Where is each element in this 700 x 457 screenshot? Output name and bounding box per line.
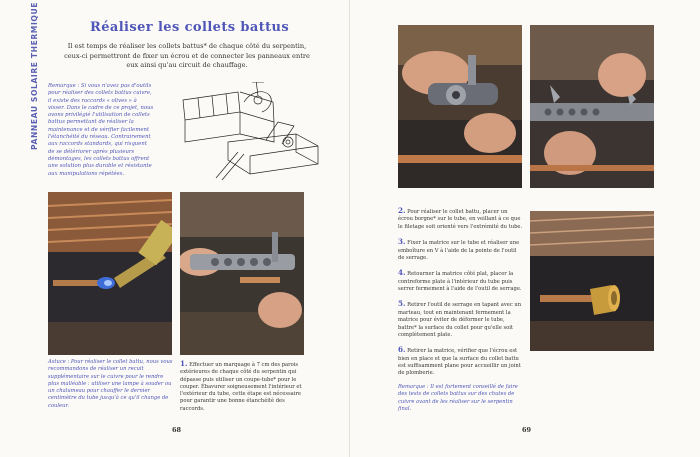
step-1-text: Effectuer un marquage à 7 cm des parois extérieures de chaque côté du serpentin qui dépasse puis utiliser un coupe-tube* pour le couper. Ébavurer soigneusement l'intérieur et l'extérieur du tube, cette étape est nécessaire pour garantir une bonne étanchéité des raccords. (180, 362, 302, 412)
step-3: 3. Fixer la matrice sur le tube et réaliser une emboîture en V à l'aide de la pointe de l'outil de serrage. (398, 237, 520, 261)
photo-torch-heating-tube (48, 192, 172, 355)
page-number-left: 68 (172, 426, 182, 434)
step-6: 6. Retirer la matrice, vérifier que l'écrou est bien en place et que la surface du collet battu est suffisamment plane pour accueillir un joint de plomberie. (398, 345, 521, 377)
photo-tool-tightening (530, 25, 654, 188)
remark-note: Remarque : Si vous n'avez pas d'outils pour réaliser des collets battus cuivre, il existe des raccords « olives » à visser. Dans le cadre de ce projet, nous avons privilégié l'utilisation de collets battus permettant de réaliser la maintenance et de vérifier facilement l'étanchéité du réseau. Contrairement aux raccords standards, qui risquent de se détériorer après plusieurs démontages, les collets battus offrent une solution plus durable et résistante aux manipulations répétées. (48, 83, 154, 177)
flaring-tool-sketch (178, 82, 326, 182)
step-5: 5. Retirer l'outil de serrage en tapant avec un marteau, tout en maintenant fermement la matrice pour éviter de déformer le tube, battre* la surface du collet pour qu'elle soit complètement plate. (398, 299, 522, 338)
remark-final: Remarque : Il est fortement conseillé de faire des tests de collets battus sur des chutes de cuivre avant de les réaliser sur le serpentin final. (398, 383, 518, 412)
caption-tip: Astuce : Pour réaliser le collet battu, nous vous recommandons de réaliser un recuit supplémentaire sur le cuivre pour le rendre plus malléable : utiliser une lampe à souder ou un chalumeau pour chauffer le dernier centimètre du tube jusqu'à ce qu'il change de couleur. (48, 359, 173, 409)
step-1-number: 1. (180, 359, 188, 368)
left-page (0, 0, 349, 457)
page-number-right: 69 (522, 426, 532, 434)
photo-hands-flaring-tool (398, 25, 522, 188)
step-4: 4. Retourner la matrice côté plat, placer la contreforme plate à l'intérieur du tube puis serrer fermement à l'aide de l'outil de serrage. (398, 268, 522, 292)
page-title: Réaliser les collets battus (90, 20, 290, 35)
section-side-title: PANNEAU SOLAIRE THERMIQUE (30, 1, 39, 150)
steps-list (398, 206, 523, 413)
photo-flaring-tool-on-tube (180, 192, 304, 355)
step-1 (180, 359, 305, 413)
photo-finished-flare-nut (530, 211, 654, 351)
step-2: 2. Pour réaliser le collet battu, placer un écrou borgne* sur le tube, en veillant à ce que le filetage soit orienté vers l'extrémité du tube. (398, 206, 523, 230)
intro-paragraph: Il est temps de réaliser les collets battus* de chaque côté du serpentin, ceux-ci permettront de fixer un écrou et de connecter les panneaux entre eux ainsi qu'au circuit de chauffage. (64, 42, 310, 70)
